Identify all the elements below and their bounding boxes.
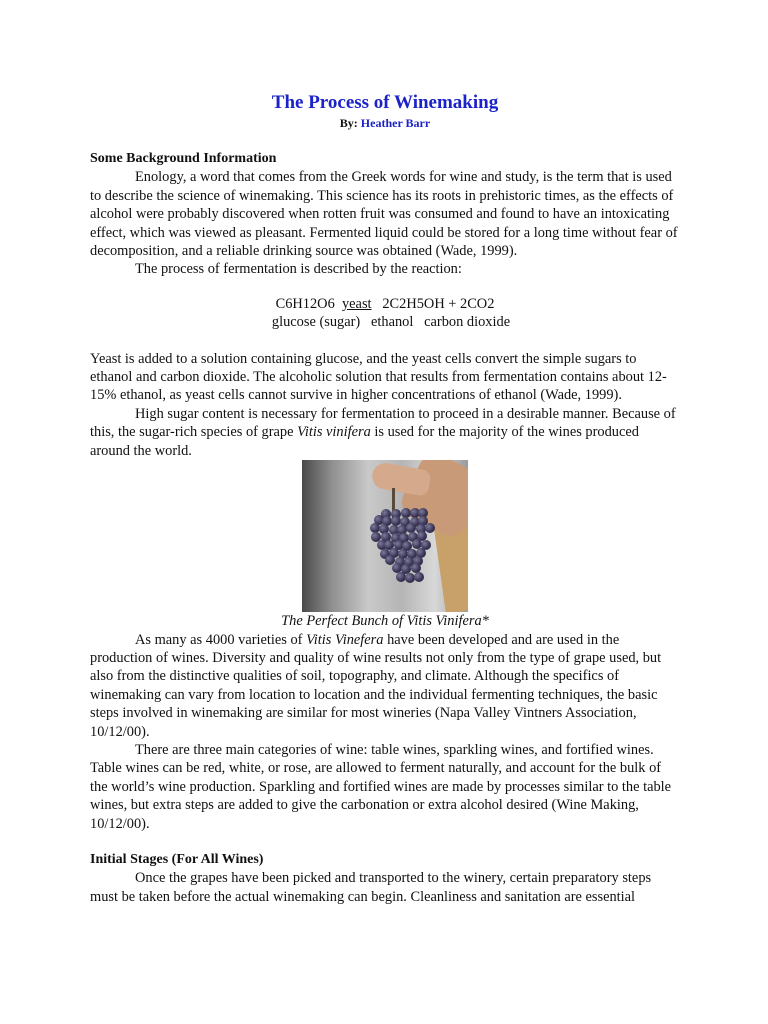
paragraph-initial: Once the grapes have been picked and transported to the winery, certain preparatory steps must be taken before the actual winemaking can begin. Cleanliness and sanitation are essential	[90, 870, 652, 905]
paragraph-fermentation-intro: The process of fermentation is described by the reaction:	[135, 261, 462, 278]
paragraph-sugar-text-1: High sugar content is necessary for fermentation to proceed in a desirable manner. Because of this, the sugar-rich species of grape	[90, 405, 676, 441]
section-heading-background: Some Background Information	[90, 151, 277, 166]
section-initial-stages	[90, 851, 680, 906]
reaction-products: 2C2H5OH + 2CO2	[382, 295, 495, 312]
document-title: The Process of Winemaking	[271, 92, 499, 113]
byline	[90, 116, 680, 130]
paragraph-yeast: Yeast is added to a solution containing glucose, and the yeast cells convert the simple sugars to ethanol and carbon dioxide. The alcoholic solution that results from fermentation contains about 12-15% ethanol, as yeast cells cannot survive in higher concentrations of ethanol (Wade, 1999).	[90, 350, 667, 404]
reaction-equation	[90, 295, 680, 313]
chemical-reaction	[90, 295, 680, 332]
paragraph-varieties	[90, 631, 680, 741]
paragraph-varieties-text-2: have been developed and are used in the production of wines. Diversity and quality of wine results not only from the type of grape used, but also from the distinctive qualities of soil, topography, and climate. Although the specifics of winemaking can vary from location to location and the individual fermenting techniques, the basic steps involved in winemaking are similar for most wineries (Napa Valley Vintners Association, 10/12/00).	[90, 631, 662, 740]
author-name: Heather Barr	[360, 116, 431, 130]
figure-caption: The Perfect Bunch of Vitis Vinifera*	[281, 613, 489, 630]
paragraph-sugar-text-2: is used for the majority of the wines produced around the world.	[90, 424, 639, 459]
paragraph-categories: There are three main categories of wine: table wines, sparkling wines, and fortified wines. Table wines can be red, white, or rose, are allowed to ferment naturally, and account for the bulk of the world’s wine production. Sparkling and fortified wines are made by processes similar to the table wines, but extra steps are added to give the carbonation or extra alcohol desired (Wine Making, 10/12/00).	[90, 741, 672, 832]
document-page	[90, 90, 680, 906]
reaction-reactant: C6H12O6	[275, 295, 335, 312]
grape	[414, 572, 424, 582]
paragraph-varieties-text-1: As many as 4000 varieties of	[135, 631, 307, 648]
species-name: Vitis vinifera	[297, 424, 371, 441]
reaction-catalyst: yeast	[341, 295, 372, 312]
section-heading-initial: Initial Stages (For All Wines)	[90, 851, 264, 867]
reaction-labels: glucose (sugar) ethanol carbon dioxide	[271, 314, 511, 331]
grape-bunch-photo	[302, 460, 468, 612]
section-background	[90, 150, 680, 833]
variety-name: Vitis Vinefera	[306, 631, 384, 648]
paragraph-enology: Enology, a word that comes from the Greek words for wine and study, is the term that is used to describe the science of winemaking. This science has its roots in prehistoric times, as the effects of alcohol were probably discovered when rotten fruit was consumed and found to have an intoxicating effect, which was viewed as pleasant. Fermented liquid could be stored for a long time without fear of decomposition, and a reliable drinking source was obtained (Wade, 1999).	[90, 169, 678, 260]
grape-figure	[90, 460, 680, 630]
grape	[425, 523, 435, 533]
byline-label: By:	[339, 116, 358, 130]
paragraph-sugar	[90, 405, 680, 460]
